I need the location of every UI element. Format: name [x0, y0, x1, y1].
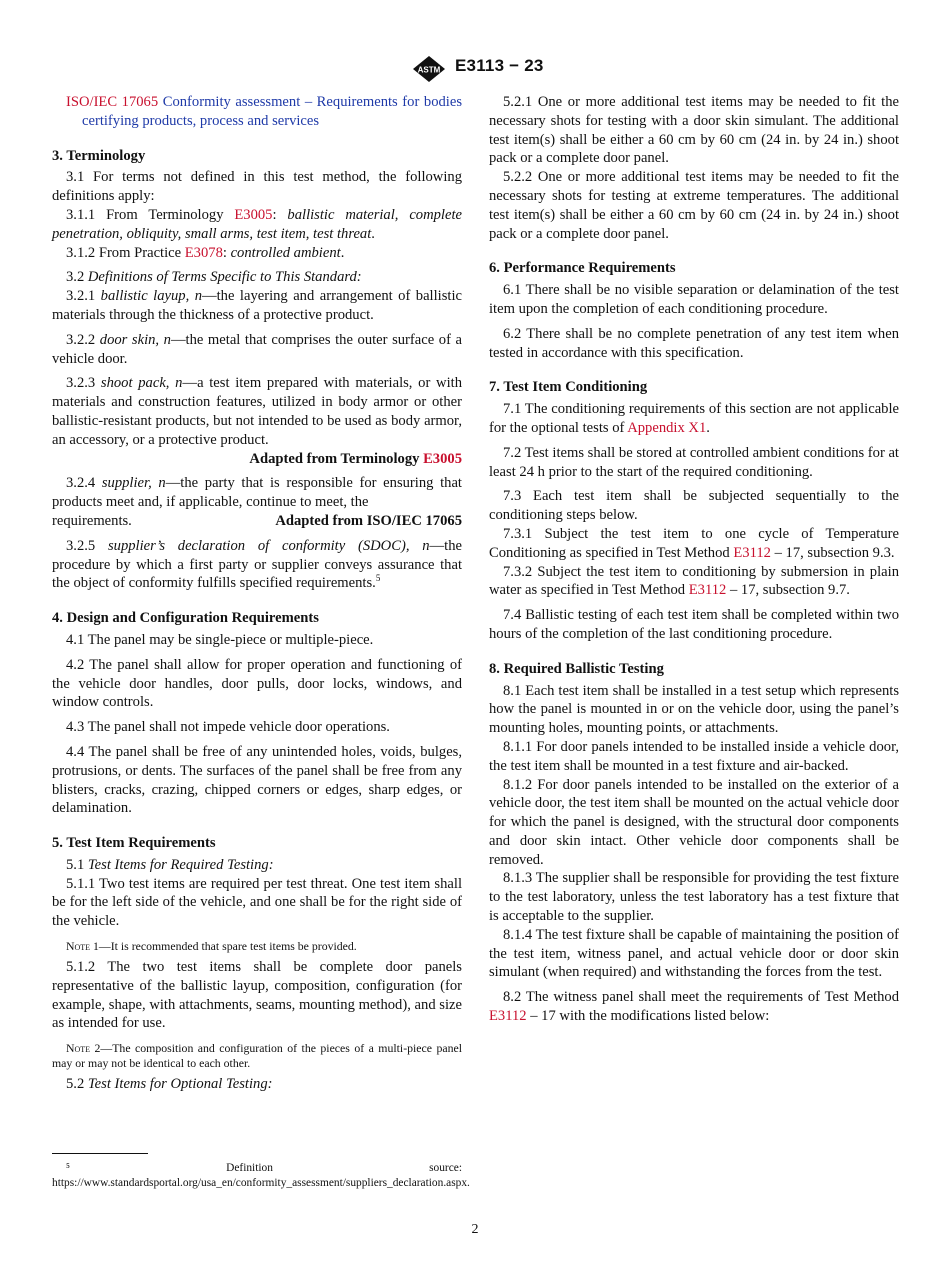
link-appendix-x1[interactable]: Appendix X1 — [627, 419, 707, 436]
adapted-from-iso: Adapted from ISO/IEC 17065 — [275, 512, 462, 529]
section-6-heading: 6. Performance Requirements — [489, 260, 676, 277]
footnote-5: ⁵ Definition source: https://www.standardsportal.org/usa_en/conformity_assessment/suppliers_declaration.aspx. — [52, 1162, 470, 1189]
para-8-2: 8.2 The witness panel shall meet the requirements of Test Method E3112 – 17 with the modifications listed below: — [489, 989, 899, 1025]
para-6-2: 6.2 There shall be no complete penetration of any test item when tested in accordance with this specification. — [489, 325, 899, 361]
para-5-2: 5.2 Test Items for Optional Testing: — [66, 1076, 273, 1093]
para-7-4: 7.4 Ballistic testing of each test item shall be completed within two hours of the completion of the last conditioning procedure. — [489, 607, 899, 642]
para-4-4: 4.4 The panel shall be free of any unintended holes, voids, bulges, protrusions, or dents. The surfaces of the panel shall be free from any blisters, cracks, crazing, chipped corners or edges, sharp edges, or delamination. — [52, 743, 462, 817]
page-number: 2 — [471, 1222, 479, 1237]
link-e3112-a[interactable]: E3112 — [733, 544, 771, 561]
para-3-1: 3.1 For terms not defined in this test method, the following definitions apply: — [52, 169, 462, 205]
section-5-heading: 5. Test Item Requirements — [52, 835, 216, 852]
para-3-2-1: 3.2.1 ballistic layup, n—the layering and arrangement of ballistic materials through the thickness of a protective product. — [52, 288, 462, 323]
reference-iso-17065 — [52, 93, 462, 131]
para-5-1: 5.1 Test Items for Required Testing: — [66, 856, 274, 873]
link-e3078[interactable]: E3078 — [184, 244, 223, 261]
note-2: Note 2—The composition and configuration of the pieces of a multi-piece panel may or may not be identical to each other. — [52, 1041, 462, 1071]
para-8-1-2: 8.1.2 For door panels intended to be installed on the exterior of a vehicle door, the test item shall be mounted on the actual vehicle door for which the panel is designed, with the structural door components and door skin intact. Other vehicle door components shall be removed. — [489, 776, 899, 868]
section-7-heading: 7. Test Item Conditioning — [489, 379, 648, 396]
link-e3112-b[interactable]: E3112 — [688, 582, 727, 599]
para-3-2-4: 3.2.4 supplier, n—the party that is responsible for ensuring that products meet and, if applicable, continue to meet, the — [52, 475, 462, 511]
svg-text:ASTM: ASTM — [417, 65, 441, 75]
para-8-1-1: 8.1.1 For door panels intended to be installed inside a vehicle door, the test item shall be mounted in a test fixture and air-backed. — [489, 738, 899, 774]
para-5-2-2: 5.2.2 One or more additional test items may be needed to fit the necessary shots for testing at extreme temperatures. The additional test item(s) shall be either a 60 cm by 60 cm (24 in. by 24 in.) shoot pack or a complete door panel. — [489, 169, 899, 242]
link-e3005[interactable]: E3005 — [234, 206, 273, 223]
para-6-1: 6.1 There shall be no visible separation or delamination of the test item upon the completion of each conditioning procedure. — [489, 282, 899, 317]
right-column — [489, 93, 899, 1026]
left-column — [52, 93, 462, 1094]
para-8-1-3: 8.1.3 The supplier shall be responsible for providing the test fixture to the test laboratory, unless the test laboratory has a test fixture that is acceptable to the supplier. — [489, 870, 899, 925]
para-7-3-1: 7.3.1 Subject the test item to one cycle of Temperature Conditioning as specified in Test Method E3112 – 17, subsection 9.3. — [489, 525, 899, 561]
para-8-1-4: 8.1.4 The test fixture shall be capable of maintaining the position of the test item, witness panel, and actual vehicle door or door skin simulant (when required) and withstanding the forces from the test. — [489, 926, 899, 981]
link-e3112-c[interactable]: E3112 — [489, 1008, 527, 1025]
para-8-1: 8.1 Each test item shall be installed in a test setup which represents how the panel is mounted in or on the vehicle door, using the panel’s mounting holes, mounting points, or attachments. — [489, 682, 899, 737]
para-7-3-2: 7.3.2 Subject the test item to conditioning by submersion in plain water as specified in Test Method E3112 – 17, subsection 9.7. — [489, 563, 899, 599]
adapted-from-e3005: Adapted from Terminology E3005 — [249, 450, 462, 467]
standard-designation: E3113 − 23 — [455, 56, 544, 75]
link-e3005-adapted[interactable]: E3005 — [423, 450, 462, 467]
footnote-ref-5[interactable]: 5 — [375, 573, 381, 584]
page-header — [0, 54, 950, 84]
para-4-2: 4.2 The panel shall allow for proper operation and functioning of the vehicle door handles, door pulls, door locks, windows, and window controls. — [52, 656, 462, 711]
para-5-1-1: 5.1.1 Two test items are required per test threat. One test item shall be for the left side of the vehicle, and one shall be for the right side of the vehicle. — [52, 875, 462, 930]
para-3-2-2: 3.2.2 door skin, n—the metal that comprises the outer surface of a vehicle door. — [52, 331, 462, 367]
para-5-2-1: 5.2.1 One or more additional test items may be needed to fit the necessary shots for testing with a door skin simulant. The additional test item(s) shall be either a 60 cm by 60 cm (24 in. by 24 in.) shoot pack or a complete door panel. — [489, 94, 899, 167]
para-4-1: 4.1 The panel may be single-piece or multiple-piece. — [66, 631, 374, 648]
para-7-2: 7.2 Test items shall be stored at controlled ambient conditions for at least 24 h prior to the start of the required conditioning. — [489, 444, 899, 480]
para-3-2-4-last-line: requirements. Adapted from ISO/IEC 17065 — [52, 512, 462, 529]
note-1: Note 1—It is recommended that spare test items be provided. — [66, 939, 357, 954]
astm-logo-icon — [409, 54, 449, 84]
section-8-heading: 8. Required Ballistic Testing — [489, 660, 664, 677]
para-3-2-3: 3.2.3 shoot pack, n—a test item prepared with materials, or with materials and construction features, utilized in body armor or other ballistic-resistant products, but not intended to be used as body armor, an accessory, or a protective product. — [52, 375, 462, 448]
footnote-divider — [52, 1153, 148, 1154]
para-4-3: 4.3 The panel shall not impede vehicle door operations. — [66, 719, 390, 736]
para-5-1-2: 5.1.2 The two test items shall be complete door panels representative of the ballistic layup, composition, configuration (for example, shape, with attachments, seams, mounting method), and size as intended for use. — [52, 959, 462, 1032]
para-3-2: 3.2 Definitions of Terms Specific to This Standard: — [66, 269, 362, 286]
para-7-3: 7.3 Each test item shall be subjected sequentially to the conditioning steps below. — [489, 488, 899, 524]
para-7-1: 7.1 The conditioning requirements of this section are not applicable for the optional tests of Appendix X1. — [489, 401, 899, 436]
section-4-heading: 4. Design and Configuration Requirements — [52, 610, 319, 627]
para-3-1-2: 3.1.2 From Practice E3078: controlled ambient. — [66, 244, 345, 261]
reference-title-link[interactable]: Conformity assessment – Requirements for bodies certifying products, process and services — [82, 94, 462, 129]
reference-code-link[interactable]: ISO/IEC 17065 — [66, 94, 159, 110]
para-3-2-5: 3.2.5 supplier’s declaration of conformity (SDOC), n—the procedure by which a first party or supplier conveys assurance that the object of conformity fulfills specified requirements.$^5$ — [52, 537, 462, 592]
para-3-1-1: 3.1.1 From Terminology E3005: ballistic material, complete penetration, obliquity, small arms, test item, test threat. — [52, 206, 462, 242]
section-3-heading: 3. Terminology — [52, 147, 146, 164]
